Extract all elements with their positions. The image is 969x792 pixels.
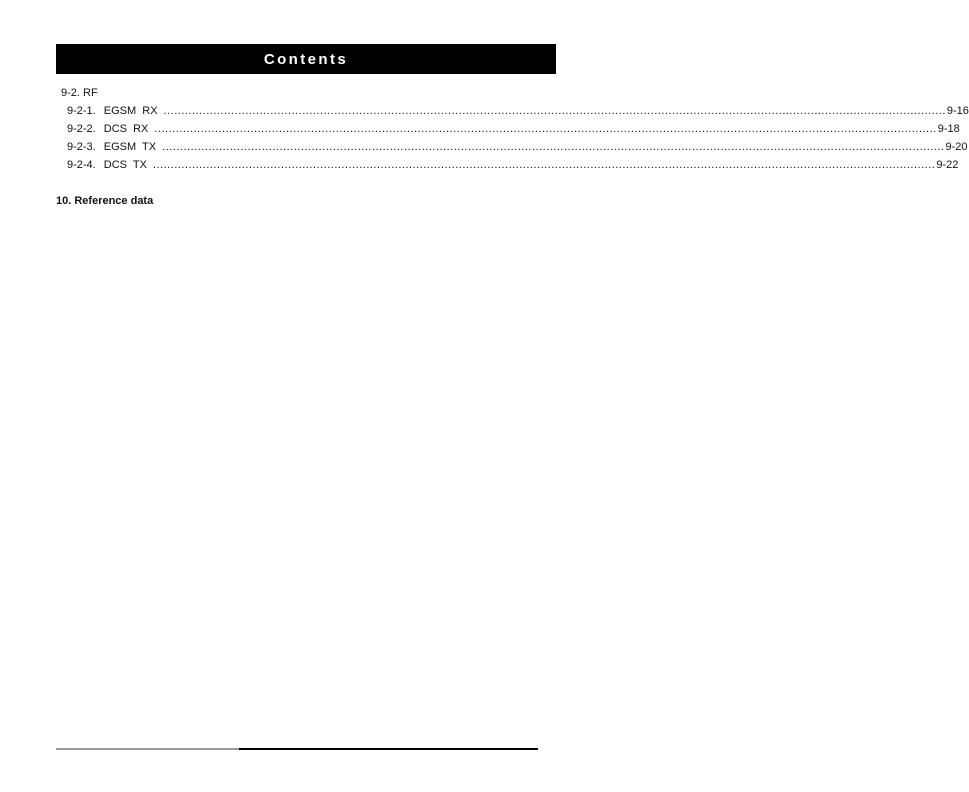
table-of-contents bbox=[56, 84, 969, 174]
dot-leader: ............................................................................................................................................................................................................................ bbox=[154, 123, 937, 135]
toc-entry-number: 9-2-2. bbox=[67, 123, 96, 135]
toc-entry-number: 9-2-3. bbox=[67, 141, 96, 153]
toc-entry-title: DCS TX bbox=[103, 159, 147, 171]
toc-entry[interactable] bbox=[67, 120, 960, 138]
toc-entry-page: 9-16 bbox=[946, 105, 969, 117]
toc-entry-page: 9-22 bbox=[936, 159, 959, 171]
dot-leader: ............................................................................................................................................................................................................................ bbox=[152, 159, 936, 171]
contents-header-bar bbox=[56, 44, 556, 74]
toc-entry-number: 9-2-4. bbox=[67, 159, 96, 171]
toc-entry[interactable] bbox=[67, 156, 959, 174]
toc-section-title: 9-2. RF bbox=[61, 87, 98, 99]
footer-rule bbox=[56, 748, 538, 750]
toc-entry-title: DCS RX bbox=[103, 123, 149, 135]
dot-leader: ............................................................................................................................................................................................................................ bbox=[163, 105, 946, 117]
toc-entry-title: EGSM TX bbox=[103, 141, 157, 153]
toc-entry-number: 9-2-1. bbox=[67, 105, 96, 117]
toc-entry-title: EGSM RX bbox=[103, 105, 158, 117]
page-title: Contents bbox=[263, 50, 349, 68]
toc-entry-page: 9-20 bbox=[945, 141, 968, 153]
toc-entry-page: 9-18 bbox=[937, 123, 960, 135]
toc-entry[interactable] bbox=[67, 102, 969, 120]
dot-leader: ............................................................................................................................................................................................................................ bbox=[162, 141, 945, 153]
chapter-heading: 10. Reference data bbox=[56, 195, 154, 207]
toc-entry[interactable] bbox=[67, 138, 968, 156]
